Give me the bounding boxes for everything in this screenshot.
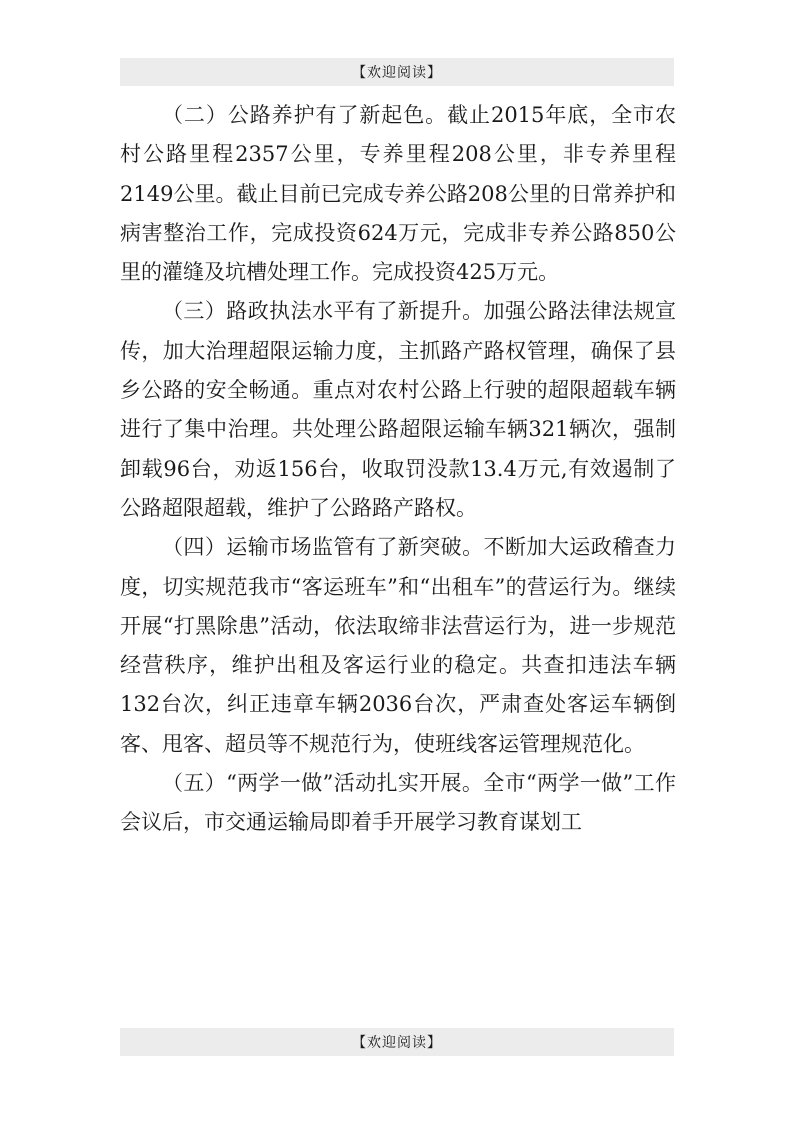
- paragraph-road-maintenance: （二）公路养护有了新起色。截止2015年底，全市农村公路里程2357公里，专养里程208公里，非专养里程2149公里。截止目前已完成专养公路208公里的日常养护和病害整治工作，完成投资624万元，完成非专养公路850公里的灌缝及坑槽处理工作。完成投资425万元。: [120, 103, 676, 285]
- paragraph-transport-market: （四）运输市场监管有了新突破。不断加大运政稽查力度，切实规范我市“客运班车”和“出租车”的营运行为。继续开展“打黑除患”活动，依法取缔非法营运行为，进一步规范经营秩序，维护出租及客运行业的稳定。共查扣违法车辆132台次，纠正违章车辆2036台次，严肃查处客运车辆倒客、甩客、超员等不规范行为，使班线客运管理规范化。: [120, 535, 676, 756]
- paragraph-road-enforcement: （三）路政执法水平有了新提升。加强公路法律法规宣传，加大治理超限运输力度，主抓路产路权管理，确保了县乡公路的安全畅通。重点对农村公路上行驶的超限超载车辆进行了集中治理。共处理公路超限运输车辆321辆次，强制卸载96台，劝返156台，收取罚没款13.4万元,有效遏制了公路超限超载，维护了公路路产路权。: [120, 299, 676, 520]
- footer-banner-text: 【欢迎阅读】: [352, 1035, 442, 1051]
- document-body: [120, 96, 676, 843]
- header-banner: [120, 58, 674, 86]
- paragraph-two-studies: （五）“两学一做”活动扎实开展。全市“两学一做”工作会议后，市交通运输局即着手开展学习教育谋划工: [120, 771, 676, 835]
- header-banner-text: 【欢迎阅读】: [352, 65, 442, 81]
- footer-banner: [120, 1028, 674, 1056]
